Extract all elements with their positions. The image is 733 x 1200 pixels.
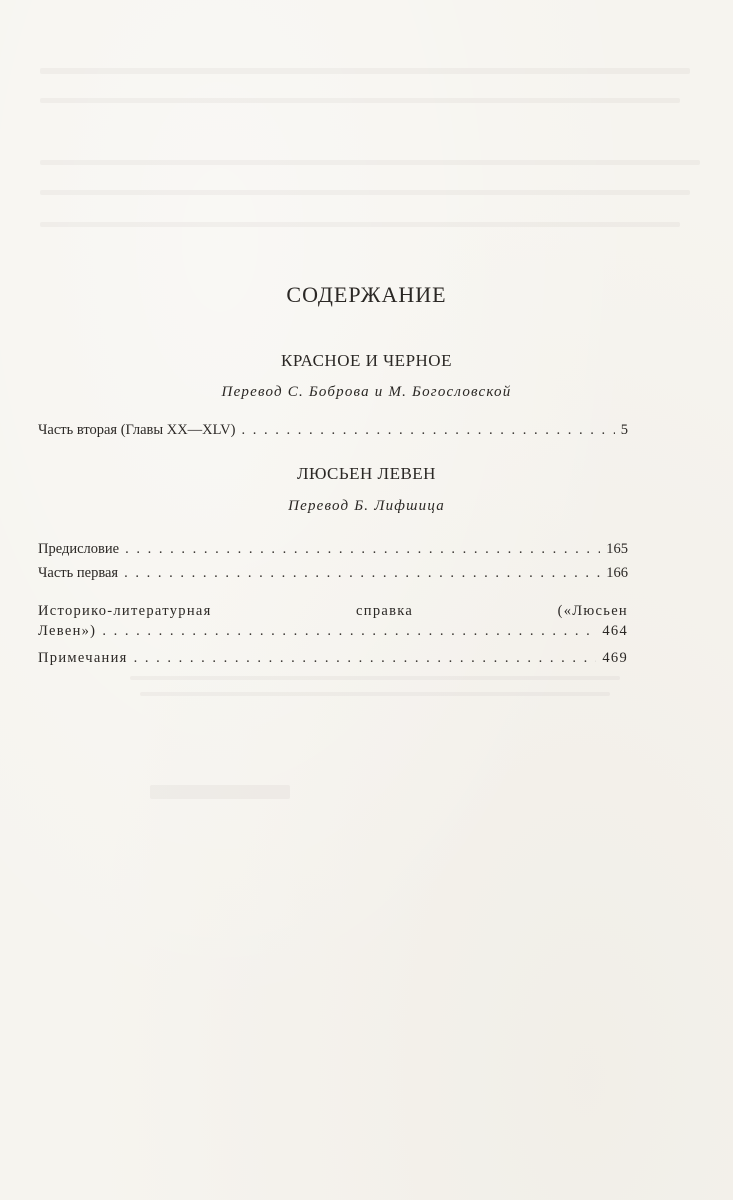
page-title: СОДЕРЖАНИЕ xyxy=(286,282,447,307)
toc-entry-label-line xyxy=(38,601,628,621)
toc-entry[interactable] xyxy=(38,563,628,583)
show-through-block xyxy=(150,785,290,799)
show-through-line xyxy=(40,160,700,165)
dot-leader xyxy=(241,420,614,440)
toc-entry[interactable] xyxy=(38,648,628,668)
toc-entry[interactable] xyxy=(38,420,628,440)
work-title-lucien-leuwen: ЛЮСЬЕН ЛЕВЕН xyxy=(297,464,436,483)
toc-entry-label: Левен») xyxy=(38,623,97,639)
toc-entry-label-word: Историко-литературная xyxy=(38,603,212,619)
toc-entry[interactable] xyxy=(38,539,628,559)
toc-entry-page: 5 xyxy=(620,422,628,438)
show-through-line xyxy=(140,692,610,696)
toc-entry-label-word: справка xyxy=(356,603,414,619)
toc-entry-page: 166 xyxy=(606,565,628,581)
toc-entry-label: Предисловие xyxy=(38,541,120,557)
translator-line: Перевод С. Боброва и М. Богословской xyxy=(221,384,512,400)
toc-entry-page: 469 xyxy=(602,650,628,666)
dot-leader xyxy=(125,539,600,559)
dot-leader xyxy=(102,621,596,641)
toc-entry-page: 165 xyxy=(606,541,628,557)
show-through-line xyxy=(40,222,680,227)
work-title-red-and-black: КРАСНОЕ И ЧЕРНОЕ xyxy=(281,351,452,370)
toc-entry-label-word: («Люсьен xyxy=(557,603,628,619)
toc-entry-label: Примечания xyxy=(38,650,128,666)
show-through-line xyxy=(40,98,680,103)
toc-entry-label: Часть вторая (Главы XX—XLV) xyxy=(38,422,236,438)
toc-entry[interactable] xyxy=(38,601,628,641)
dot-leader xyxy=(124,563,600,583)
translator-line: Перевод Б. Лифшица xyxy=(288,498,445,514)
show-through-line xyxy=(40,68,690,74)
show-through-line xyxy=(130,676,620,680)
show-through-line xyxy=(40,190,690,195)
toc-entry-page: 464 xyxy=(602,623,628,639)
dot-leader xyxy=(134,648,597,668)
toc-entry-label: Часть первая xyxy=(38,565,119,581)
